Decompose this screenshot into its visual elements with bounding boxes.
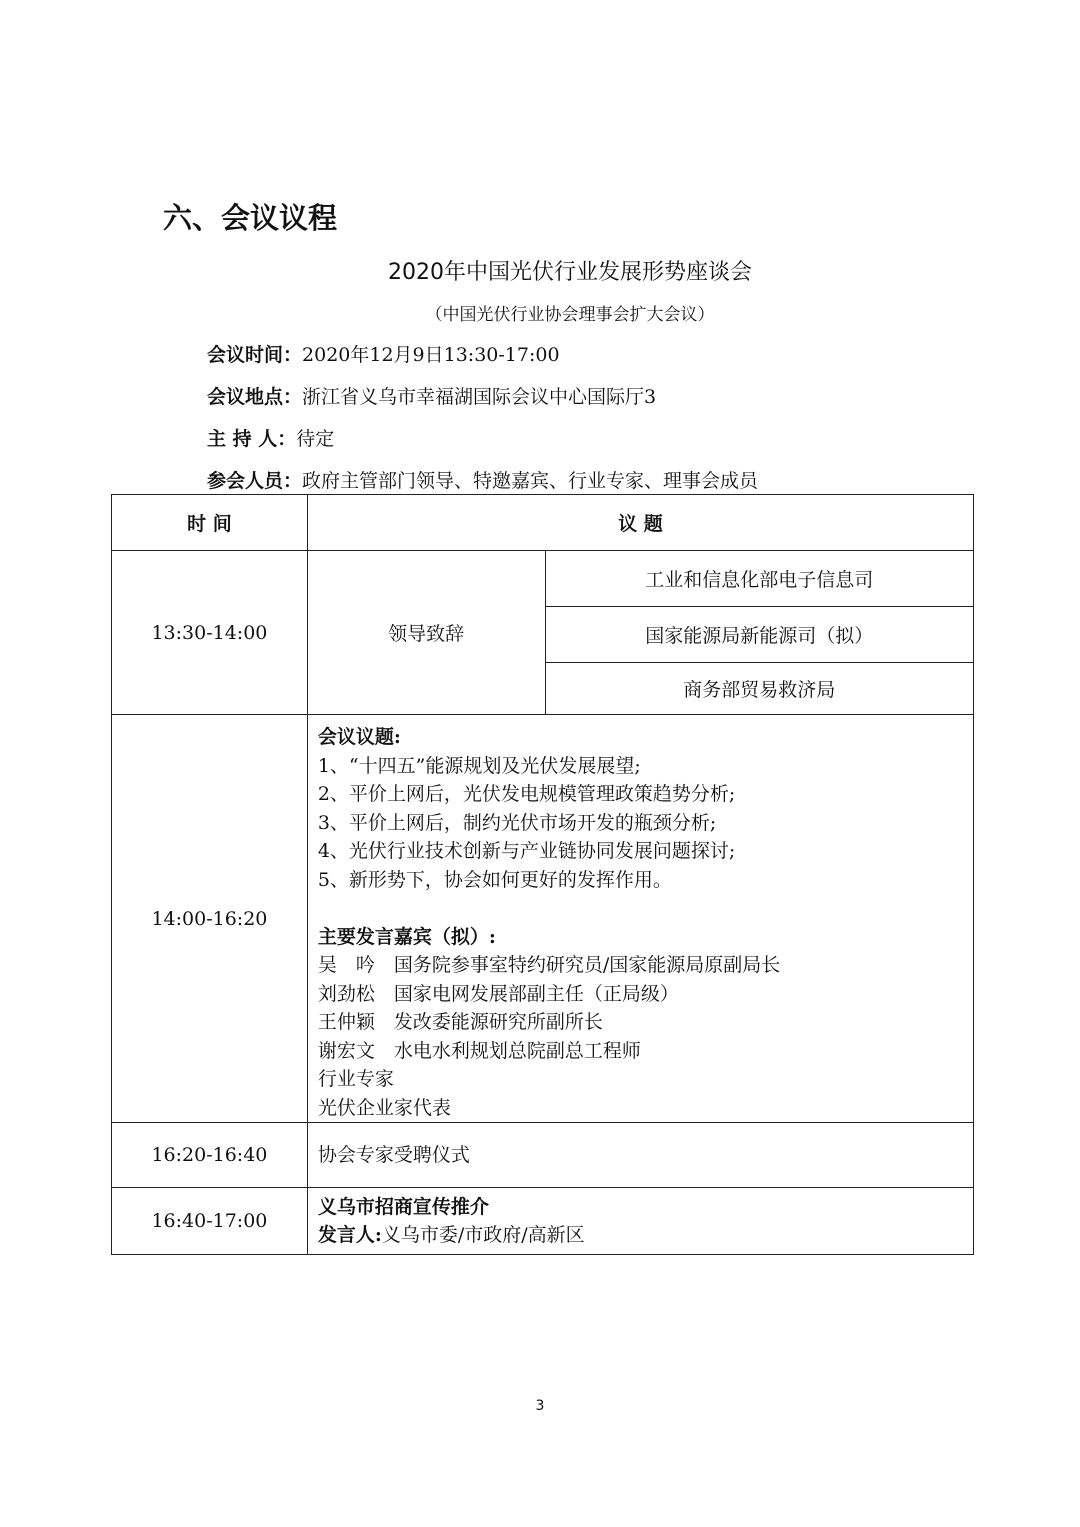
- row3-time: 16:20-16:40: [112, 1123, 308, 1188]
- row2-time: 14:00-16:20: [112, 715, 308, 1123]
- row4-time: 16:40-17:00: [112, 1188, 308, 1255]
- meeting-title: 2020年中国光伏行业发展形势座谈会: [388, 260, 752, 285]
- guest-item: 行业专家: [317, 1068, 394, 1090]
- row4-content: 义乌市招商宣传推介 发言人:义乌市委/市政府/高新区: [307, 1188, 973, 1255]
- header-topic: 议 题: [307, 495, 973, 551]
- topic-item: 3、平价上网后，制约光伏市场开发的瓶颈分析;: [317, 811, 717, 834]
- agenda-table: [111, 494, 974, 1255]
- section-heading: 六、会议议程: [163, 201, 338, 235]
- info-location: 会议地点：浙江省义乌市幸福湖国际会议中心国际厅3: [207, 386, 657, 408]
- row1-speaker: 商务部贸易救济局: [545, 663, 974, 715]
- guest-item: 吴 吟 国务院参事室特约研究员/国家能源局原副局长: [317, 954, 781, 976]
- table-row: [112, 715, 974, 1123]
- guest-item: 刘劲松 国家电网发展部副主任（正局级）: [317, 982, 679, 1005]
- info-attendees: 参会人员：政府主管部门领导、特邀嘉宾、行业专家、理事会成员: [207, 470, 759, 492]
- table-row: [112, 1123, 974, 1188]
- info-host: 主 持 人：待定: [207, 428, 335, 450]
- header-time: 时 间: [112, 495, 308, 551]
- table-row: [112, 1188, 974, 1255]
- guest-item: 光伏企业家代表: [317, 1096, 451, 1119]
- topic-item: 1、“十四五”能源规划及光伏发展展望;: [317, 754, 641, 777]
- row1-speaker: 国家能源局新能源司（拟）: [545, 607, 974, 663]
- row2-content: 会议议题: 1、“十四五”能源规划及光伏发展展望; 2、平价上网后，光伏发电规模管理政策趋势分析; 3、平价上网后，制约光伏市场开发的瓶颈分析; 4、光伏行业技术创新与产业链协同发展问题探讨; 5、新形势下，协会如何更好的发挥作用。 主要发言嘉宾（拟）: 吴 吟 国务院参事室特约研究员/国家能源局原副局长 刘劲松 国家电网发展部副主任（正局级） 王仲颖 发改委能源研究所副所长 谢宏文 水电水利规划总院副总工程师 行业专家 光伏企业家代表: [307, 715, 973, 1123]
- table-row: [112, 551, 974, 607]
- row1-time: 13:30-14:00: [112, 551, 308, 715]
- guest-item: 王仲颖 发改委能源研究所副所长: [317, 1011, 603, 1033]
- table-header-row: [112, 495, 974, 551]
- row1-speaker: 工业和信息化部电子信息司: [545, 551, 974, 607]
- row1-topic: 领导致辞: [307, 551, 545, 715]
- guest-item: 谢宏文 水电水利规划总院副总工程师: [317, 1039, 641, 1062]
- topic-item: 2、平价上网后，光伏发电规模管理政策趋势分析;: [317, 783, 736, 805]
- page-number: 3: [535, 1398, 545, 1414]
- row3-topic: 协会专家受聘仪式: [307, 1123, 973, 1188]
- topic-item: 5、新形势下，协会如何更好的发挥作用。: [317, 868, 672, 891]
- info-time: 会议时间：2020年12月9日13:30-17:00: [207, 344, 560, 366]
- meeting-subtitle: （中国光伏行业协会理事会扩大会议）: [425, 305, 715, 325]
- topic-item: 4、光伏行业技术创新与产业链协同发展问题探讨;: [317, 840, 736, 862]
